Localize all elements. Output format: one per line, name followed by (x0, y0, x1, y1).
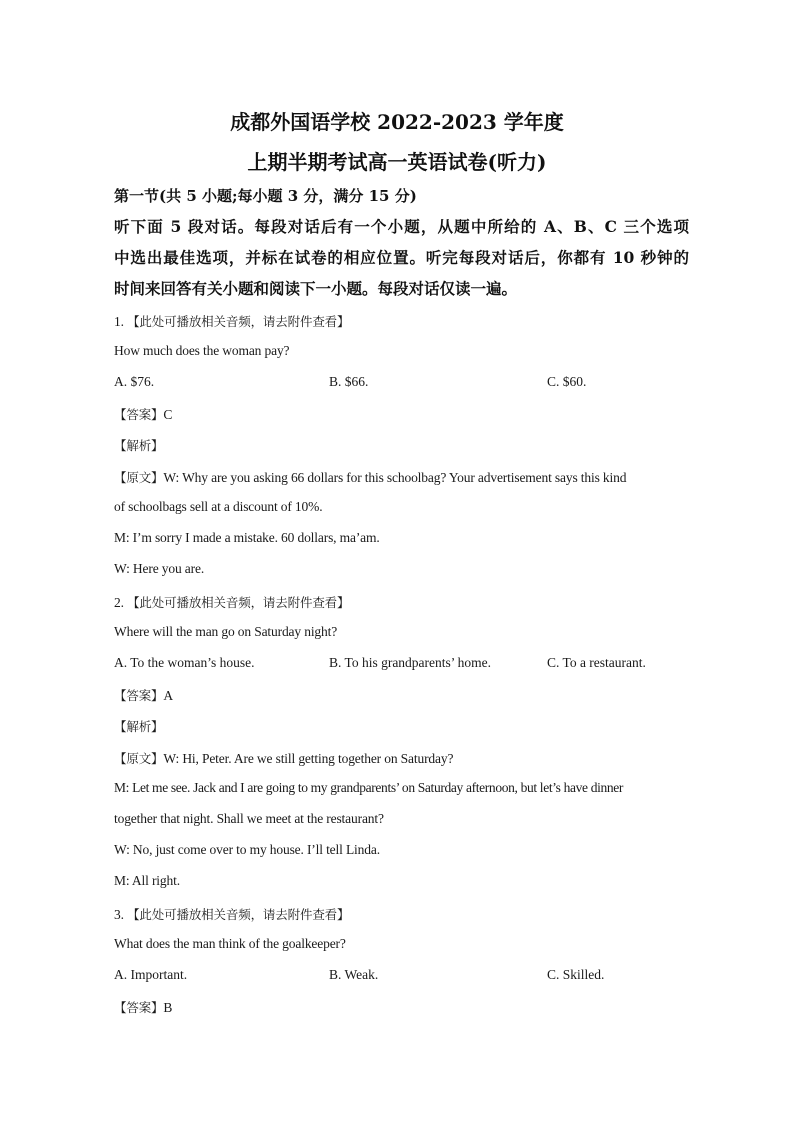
q3-answer-value: B (163, 1000, 173, 1015)
q2-question: Where will the man go on Saturday night? (114, 624, 338, 639)
q2-number: 2. (114, 595, 124, 610)
q3-question: What does the man think of the goalkeeper? (114, 936, 346, 951)
instruction-line-3: 时间来回答有关小题和阅读下一小题。每段对话仅读一遍。 (114, 279, 518, 298)
q1-answer (114, 405, 694, 423)
q2-header (114, 593, 694, 611)
q1-answer-value: C (163, 407, 173, 422)
title-line-2: 上期半期考试高一英语试卷(听力) (247, 150, 547, 174)
q1-header (114, 312, 694, 330)
q1-number: 1. (114, 314, 124, 329)
q3-header (114, 905, 694, 923)
transcript-label: 【原文】 (114, 470, 164, 485)
q2-transcript-line-3: together that night. Shall we meet at the restaurant? (114, 811, 384, 826)
q3-option-c: C. Skilled. (547, 967, 605, 982)
title-line-1: 成都外国语学校 2022-2023 学年度 (230, 110, 564, 134)
q2-transcript-line-2: M: Let me see. Jack and I are going to my grandparents’ on Saturday afternoon, but let’s have dinner (114, 780, 624, 795)
q1-option-a: A. $76. (114, 374, 155, 389)
transcript-text: W: Hi, Peter. Are we still getting together on Saturday? (163, 751, 454, 766)
q2-answer-value: A (163, 688, 174, 703)
instruction-line-1: 听下面 5 段对话。每段对话后有一个小题，从题中所给的 A、B、C 三个选项 (114, 217, 689, 236)
q3-option-a: A. Important. (114, 967, 188, 982)
q1-option-c: C. $60. (547, 374, 587, 389)
q1-audio-link[interactable]: 【此处可播放相关音频，请去附件查看】 (127, 314, 350, 329)
q2-transcript-line-4: W: No, just come over to my house. I’ll tell Linda. (114, 842, 380, 857)
q1-transcript-line-4: W: Here you are. (114, 561, 205, 576)
q2-option-c: C. To a restaurant. (547, 655, 646, 670)
analysis-label: 【解析】 (114, 719, 164, 734)
q2-transcript-line-1 (114, 749, 694, 767)
transcript-label: 【原文】 (114, 751, 164, 766)
q3-answer (114, 998, 694, 1016)
q1-transcript-line-2: of schoolbags sell at a discount of 10%. (114, 499, 323, 514)
analysis-label: 【解析】 (114, 438, 164, 453)
q3-audio-link[interactable]: 【此处可播放相关音频，请去附件查看】 (127, 907, 350, 922)
q2-audio-link[interactable]: 【此处可播放相关音频，请去附件查看】 (127, 595, 350, 610)
section-heading: 第一节(共 5 小题;每小题 3 分，满分 15 分) (114, 187, 417, 205)
q1-option-b: B. $66. (329, 374, 369, 389)
q2-answer (114, 686, 694, 704)
q1-analysis (114, 436, 694, 454)
q1-question: How much does the woman pay? (114, 343, 290, 358)
q2-transcript-line-5: M: All right. (114, 873, 180, 888)
q3-option-b: B. Weak. (329, 967, 379, 982)
q2-analysis (114, 717, 694, 735)
q3-number: 3. (114, 907, 124, 922)
q2-option-a: A. To the woman’s house. (114, 655, 255, 670)
q1-transcript-line-1 (114, 468, 694, 486)
answer-label: 【答案】 (114, 407, 164, 422)
q1-transcript-line-3: M: I’m sorry I made a mistake. 60 dollars, ma’am. (114, 530, 380, 545)
answer-label: 【答案】 (114, 688, 164, 703)
answer-label: 【答案】 (114, 1000, 164, 1015)
q2-option-b: B. To his grandparents’ home. (329, 655, 492, 670)
instruction-line-2: 中选出最佳选项，并标在试卷的相应位置。听完每段对话后，你都有 10 秒钟的 (114, 248, 689, 267)
transcript-text: W: Why are you asking 66 dollars for this schoolbag? Your advertisement says this kind (163, 470, 627, 485)
